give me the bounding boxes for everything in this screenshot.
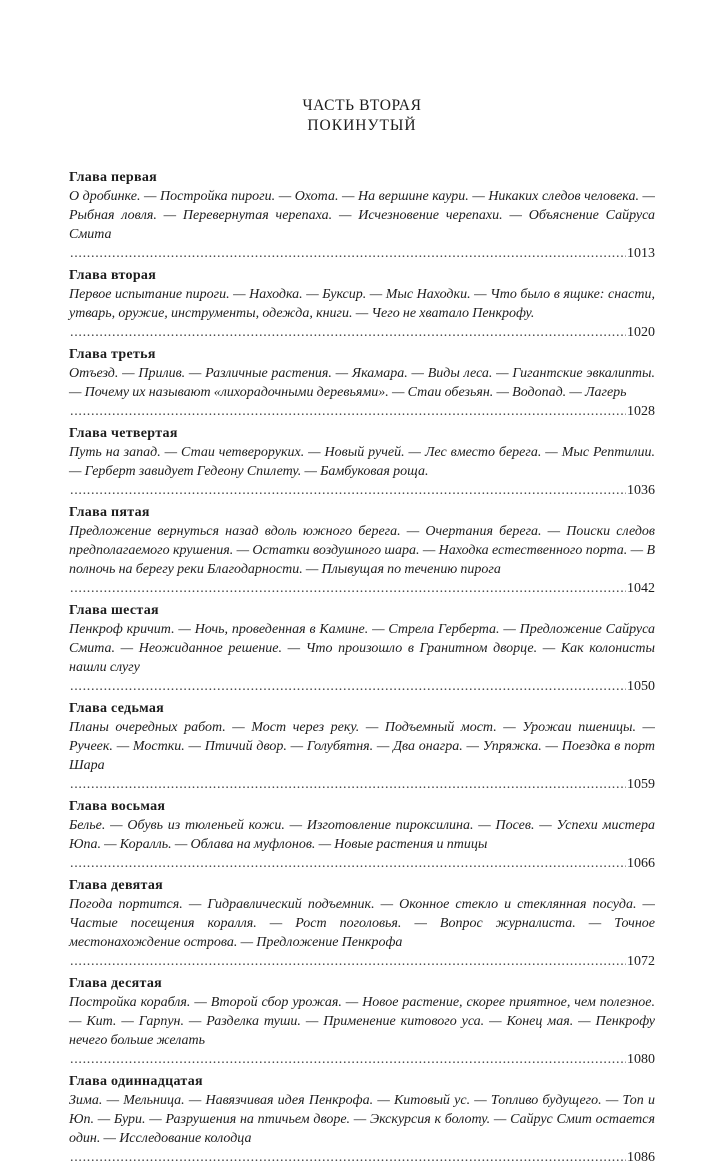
toc-leader: [69, 579, 655, 598]
toc-leader: [69, 854, 655, 873]
page-number: 1013: [627, 246, 655, 261]
toc-chapter-1: [69, 168, 655, 263]
chapter-title: Глава одиннадцатая: [69, 1074, 203, 1089]
page-number: 1042: [627, 581, 655, 596]
dot-leader: [70, 854, 626, 873]
toc-leader: [69, 775, 655, 794]
dot-leader: [70, 244, 626, 263]
part-subtitle: ПОКИНУТЫЙ: [307, 117, 417, 134]
chapter-summary: Предложение вернуться назад вдоль южного берега. — Очертания берега. — Поиски следов предполагаемого крушения. — Остатки воздушного шара. — Находка естественного порта. — В полночь на берегу реки Благодарности. — Плывущая по течению пирога: [69, 524, 655, 577]
chapter-title: Глава первая: [69, 170, 158, 185]
part-heading: [69, 96, 655, 136]
toc-leader: [69, 402, 655, 421]
toc-leader: [69, 1148, 655, 1167]
page-number: 1020: [627, 325, 655, 340]
toc-chapter-7: [69, 699, 655, 794]
page-number: 1072: [627, 954, 655, 969]
page-number: 1080: [627, 1052, 655, 1067]
chapter-summary: Постройка корабля. — Второй сбор урожая. — Новое растение, скорее приятное, чем полезное. — Кит. — Гарпун. — Разделка туши. — Применение китового уса. — Конец мая. — Пенкрофу нечего больше желать: [69, 995, 655, 1048]
toc-leader: [69, 244, 655, 263]
chapter-title: Глава четвертая: [69, 426, 178, 441]
dot-leader: [70, 1148, 626, 1167]
toc-chapter-9: [69, 876, 655, 971]
chapter-summary: О дробинке. — Постройка пироги. — Охота. — На вершине каури. — Никаких следов человека. — Рыбная ловля. — Перевернутая черепаха. — Исчезновение черепахи. — Объяснение Сайруса Смита: [69, 189, 655, 242]
toc-leader: [69, 481, 655, 500]
dot-leader: [70, 952, 626, 971]
chapter-title: Глава вторая: [69, 268, 157, 283]
chapter-summary: Первое испытание пироги. — Находка. — Буксир. — Мыс Находки. — Что было в ящике: снасти, утварь, оружие, инструменты, одежда, книги. — Чего не хватало Пенкрофу.: [69, 287, 655, 321]
chapter-summary: Планы очередных работ. — Мост через реку. — Подъемный мост. — Урожаи пшеницы. — Ручеек. — Мостки. — Птичий двор. — Голубятня. — Два онагра. — Упряжка. — Поездка в порт Шара: [69, 720, 655, 773]
dot-leader: [70, 402, 626, 421]
toc-chapter-8: [69, 797, 655, 873]
page-number: 1028: [627, 404, 655, 419]
page-number: 1050: [627, 679, 655, 694]
chapter-summary: Пенкроф кричит. — Ночь, проведенная в Камине. — Стрела Герберта. — Предложение Сайруса Смита. — Неожиданное решение. — Что произошло в Гранитном дворце. — Как колонисты нашли слугу: [69, 622, 655, 675]
toc-chapter-6: [69, 601, 655, 696]
page-number: 1086: [627, 1150, 655, 1165]
toc-chapter-4: [69, 424, 655, 500]
part-title: ЧАСТЬ ВТОРАЯ: [302, 97, 422, 114]
chapter-title: Глава третья: [69, 347, 156, 362]
toc-chapter-5: [69, 503, 655, 598]
toc-leader: [69, 1050, 655, 1069]
page-number: 1059: [627, 777, 655, 792]
toc-chapter-10: [69, 974, 655, 1069]
toc-chapter-11: [69, 1072, 655, 1167]
chapter-summary: Зима. — Мельница. — Навязчивая идея Пенкрофа. — Китовый ус. — Топливо будущего. — Топ и Юп. — Бури. — Разрушения на птичьем дворе. — Экскурсия к болоту. — Сайрус Смит остается один. — Исследование колодца: [69, 1093, 655, 1146]
chapter-summary: Белье. — Обувь из тюленьей кожи. — Изготовление пироксилина. — Посев. — Успехи мистера Юпа. — Коралль. — Облава на муфлонов. — Новые растения и птицы: [69, 818, 655, 852]
table-of-contents: [69, 168, 655, 1167]
dot-leader: [70, 579, 626, 598]
toc-leader: [69, 952, 655, 971]
chapter-title: Глава десятая: [69, 976, 163, 991]
chapter-summary: Путь на запад. — Стаи четвероруких. — Новый ручей. — Лес вместо берега. — Мыс Рептилии. — Герберт завидует Гедеону Спилету. — Бамбуковая роща.: [69, 445, 655, 479]
toc-leader: [69, 677, 655, 696]
chapter-summary: Отъезд. — Прилив. — Различные растения. — Якамара. — Виды леса. — Гигантские эвкалипты. — Почему их называют «лихорадочными деревьями». — Стаи обезьян. — Водопад. — Лагерь: [69, 366, 655, 400]
chapter-summary: Погода портится. — Гидравлический подъемник. — Оконное стекло и стеклянная посуда. — Частые посещения коралля. — Рост поголовья. — Вопрос журналиста. — Точное местонахождение острова. — Предложение Пенкрофа: [69, 897, 655, 950]
dot-leader: [70, 1050, 626, 1069]
page-number: 1036: [627, 483, 655, 498]
dot-leader: [70, 775, 626, 794]
dot-leader: [70, 323, 626, 342]
toc-leader: [69, 323, 655, 342]
chapter-title: Глава восьмая: [69, 799, 166, 814]
toc-chapter-3: [69, 345, 655, 421]
toc-chapter-2: [69, 266, 655, 342]
dot-leader: [70, 677, 626, 696]
chapter-title: Глава пятая: [69, 505, 150, 520]
dot-leader: [70, 481, 626, 500]
page-number: 1066: [627, 856, 655, 871]
chapter-title: Глава девятая: [69, 878, 164, 893]
chapter-title: Глава седьмая: [69, 701, 165, 716]
chapter-title: Глава шестая: [69, 603, 159, 618]
